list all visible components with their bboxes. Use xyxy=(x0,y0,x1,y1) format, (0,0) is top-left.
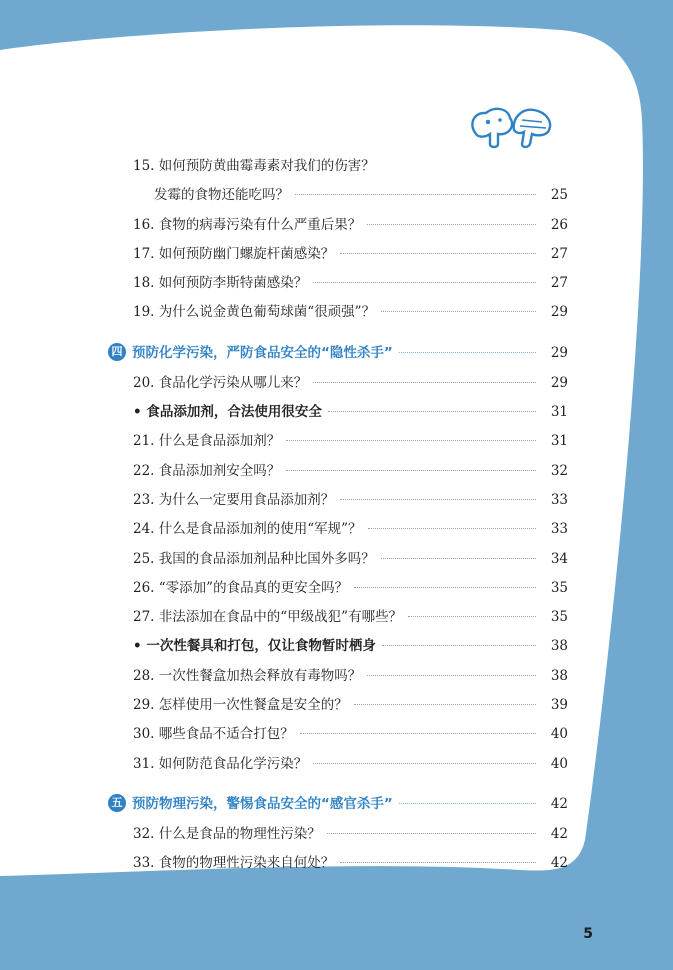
toc-entry-title: 23. 为什么一定要用食品添加剂？ xyxy=(133,491,335,508)
toc-entry-title: 29. 怎样使用一次性餐盒是安全的？ xyxy=(133,697,348,714)
toc-entry-title: 18. 如何预防李斯特菌感染？ xyxy=(133,275,308,292)
toc-entry xyxy=(108,603,568,632)
dot-leader xyxy=(300,733,536,734)
toc-entry xyxy=(108,240,568,269)
toc-entry-title: 33. 食物的物理性污染来自何处？ xyxy=(133,855,335,872)
dot-leader xyxy=(367,224,536,225)
toc-section-heading xyxy=(108,788,568,820)
toc-entry xyxy=(108,691,568,720)
dot-leader xyxy=(399,803,536,804)
section-number-badge: 五 xyxy=(108,794,126,812)
dot-leader xyxy=(382,645,536,646)
toc-entry-title: 24. 什么是食品添加剂的使用“军规”？ xyxy=(133,521,362,538)
toc-entry-title: 发霉的食物还能吃吗？ xyxy=(154,187,289,204)
toc-entry xyxy=(108,457,568,486)
toc-entry-title: • 一次性餐具和打包，仅让食物暂时栖身 xyxy=(133,638,376,655)
toc-page-number: 42 xyxy=(550,855,568,872)
mushroom-logo-icon xyxy=(468,100,558,152)
toc-entry-title: 19. 为什么说金黄色葡萄球菌“很顽强”？ xyxy=(133,304,376,321)
dot-leader xyxy=(367,675,536,676)
toc-page-number: 35 xyxy=(550,609,568,626)
dot-leader xyxy=(295,194,536,195)
toc-page-number: 40 xyxy=(550,726,568,743)
section-number-badge: 四 xyxy=(108,343,126,361)
toc-entry-title: 16. 食物的病毒污染有什么严重后果？ xyxy=(133,216,362,233)
toc-entry-title: 28. 一次性餐盒加热会释放有毒物吗？ xyxy=(133,667,362,684)
dot-leader xyxy=(381,311,536,312)
toc-entry-title: 31. 如何防范食品化学污染？ xyxy=(133,755,308,772)
toc-entry xyxy=(108,269,568,298)
toc-entry-title: 20. 食品化学污染从哪儿来？ xyxy=(133,374,308,391)
toc-entry-title: 22. 食品添加剂安全吗？ xyxy=(133,462,281,479)
toc-entry-title: 15. 如何预防黄曲霉毒素对我们的伤害？ xyxy=(133,158,375,174)
toc-entry xyxy=(108,298,568,327)
toc-page-number: 31 xyxy=(550,433,568,450)
dot-leader xyxy=(327,833,536,834)
toc-page-number: 27 xyxy=(550,275,568,292)
toc-page-number: 25 xyxy=(550,187,568,204)
toc-page-number: 27 xyxy=(550,245,568,262)
toc-subheading xyxy=(108,398,568,427)
dot-leader xyxy=(340,862,536,863)
toc-entry-title: 30. 哪些食品不适合打包？ xyxy=(133,726,294,743)
toc-page-number: 39 xyxy=(550,697,568,714)
toc-entry xyxy=(108,574,568,603)
dot-leader xyxy=(399,352,536,353)
toc-page-number: 34 xyxy=(550,550,568,567)
toc-page-number: 31 xyxy=(550,404,568,421)
toc-page-number: 38 xyxy=(550,638,568,655)
toc-entry-title: 预防化学污染，严防食品安全的“隐性杀手” xyxy=(132,344,393,361)
toc-page-number: 29 xyxy=(550,344,568,361)
toc-subheading xyxy=(108,632,568,661)
toc-page-number: 33 xyxy=(550,521,568,538)
toc-page-number: 32 xyxy=(550,462,568,479)
toc-page-number: 35 xyxy=(550,579,568,596)
toc-page-number: 38 xyxy=(550,667,568,684)
toc-entry xyxy=(108,427,568,456)
toc-page-number: 29 xyxy=(550,374,568,391)
toc-entry xyxy=(108,750,568,779)
dot-leader xyxy=(340,499,536,500)
toc-page-number: 42 xyxy=(550,795,568,812)
toc-entry-title: 预防物理污染，警惕食品安全的“感官杀手” xyxy=(132,795,393,812)
toc-entry xyxy=(108,369,568,398)
dot-leader xyxy=(354,587,536,588)
toc-section-heading xyxy=(108,337,568,369)
toc-entry xyxy=(108,720,568,749)
page-number: 5 xyxy=(583,926,593,942)
toc-page-number: 29 xyxy=(550,304,568,321)
dot-leader xyxy=(313,282,536,283)
toc-page-number: 40 xyxy=(550,755,568,772)
toc-entry xyxy=(108,515,568,544)
dot-leader xyxy=(286,470,536,471)
toc-page-number: 33 xyxy=(550,491,568,508)
toc-entry xyxy=(108,152,568,181)
toc-entry xyxy=(108,486,568,515)
dot-leader xyxy=(354,704,536,705)
toc-entry-title: 17. 如何预防幽门螺旋杆菌感染？ xyxy=(133,245,335,262)
dot-leader xyxy=(313,763,536,764)
toc-entry xyxy=(108,545,568,574)
toc-entry-title: 32. 什么是食品的物理性污染？ xyxy=(133,825,321,842)
dot-leader xyxy=(286,440,536,441)
toc-entry-title: • 食品添加剂，合法使用很安全 xyxy=(133,404,322,421)
toc-entry-title: 27. 非法添加在食品中的“甲级战犯”有哪些？ xyxy=(133,609,403,626)
dot-leader xyxy=(328,411,536,412)
dot-leader xyxy=(368,528,536,529)
dot-leader xyxy=(408,616,536,617)
toc-page-number: 42 xyxy=(550,825,568,842)
toc-entry-title: 21. 什么是食品添加剂？ xyxy=(133,433,281,450)
table-of-contents xyxy=(108,152,568,879)
toc-entry xyxy=(108,181,568,210)
toc-entry xyxy=(108,211,568,240)
dot-leader xyxy=(340,253,536,254)
toc-entry-title: 25. 我国的食品添加剂品种比国外多吗？ xyxy=(133,550,375,567)
dot-leader xyxy=(381,558,536,559)
toc-entry xyxy=(108,820,568,849)
dot-leader xyxy=(313,382,536,383)
toc-entry xyxy=(108,662,568,691)
toc-page-number: 26 xyxy=(550,216,568,233)
toc-entry xyxy=(108,849,568,878)
toc-entry-title: 26. “零添加”的食品真的更安全吗？ xyxy=(133,579,349,596)
